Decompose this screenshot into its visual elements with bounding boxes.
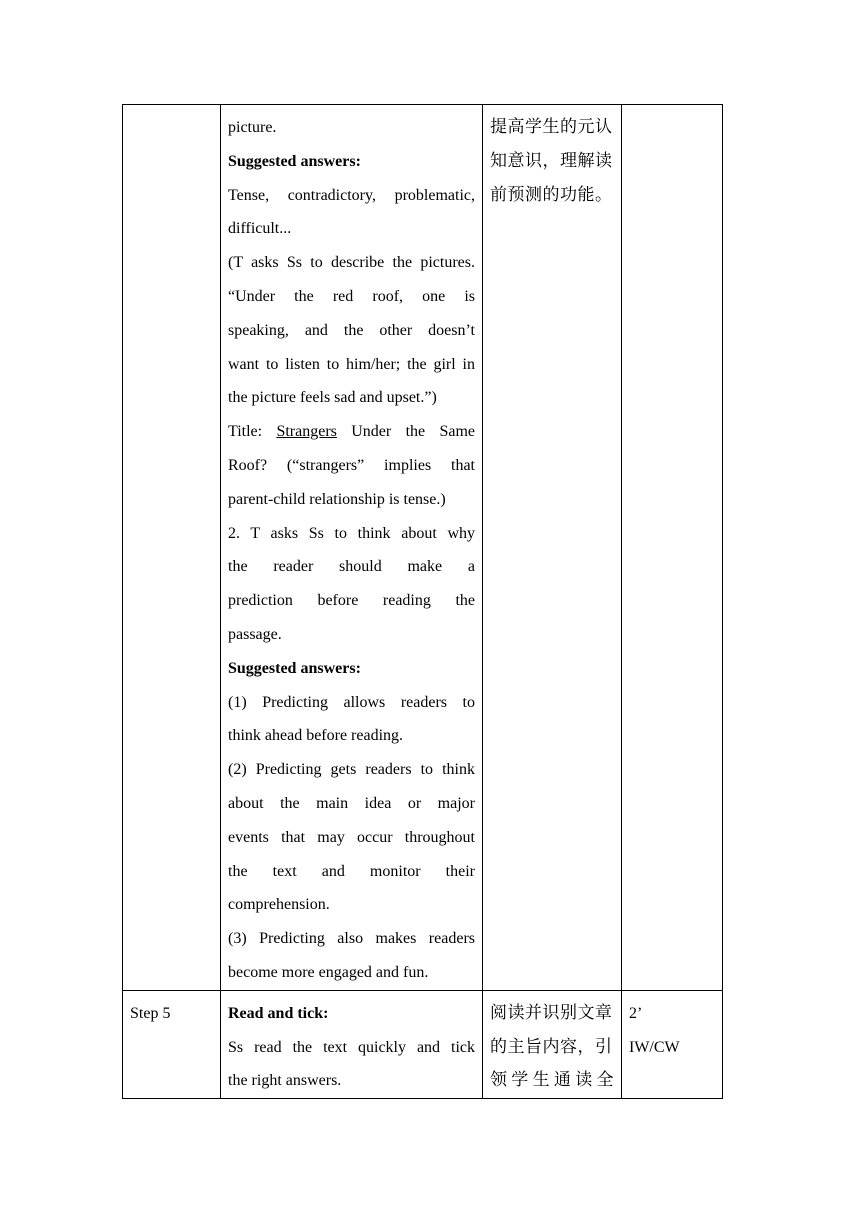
time-value — [622, 105, 722, 111]
purpose-line: 提高学生的元认 — [490, 117, 613, 137]
suggested-answers-heading: Suggested answers: — [228, 659, 361, 677]
content-line: difficult... — [228, 220, 292, 238]
content-line: prediction before reading the — [228, 592, 475, 610]
purpose-cell — [483, 990, 622, 1098]
content-line: picture. — [228, 119, 277, 136]
suggested-answers-heading: Suggested answers: — [228, 152, 361, 170]
title-underlined-word: Strangers — [276, 423, 337, 441]
content-line: Roof? (“strangers” implies that — [228, 456, 475, 474]
content-line: (1) Predicting allows readers to — [228, 693, 475, 711]
content-line: parent-child relationship is tense.) — [228, 490, 446, 508]
step-label: Step 5 — [130, 1004, 171, 1022]
time-minutes: 2’ — [629, 1004, 643, 1022]
purpose-line: 知意识，理解读 — [490, 150, 613, 171]
content-line: the right answers. — [228, 1072, 342, 1090]
purpose-cell — [483, 105, 622, 991]
content-cell — [221, 105, 483, 991]
content-cell — [221, 990, 483, 1098]
content-line: (2) Predicting gets readers to think — [228, 761, 475, 779]
step-cell — [123, 990, 221, 1098]
lesson-plan-table — [122, 104, 723, 1099]
title-prefix: Title: — [228, 423, 263, 441]
content-line: think ahead before reading. — [228, 727, 404, 745]
content-line: (3) Predicting also makes readers — [228, 930, 475, 948]
time-cell — [622, 105, 723, 991]
purpose-line: 阅读并识别文章 — [490, 1002, 613, 1023]
content-line: the text and monitor their — [228, 862, 475, 880]
interaction-mode: IW/CW — [629, 1038, 680, 1056]
title-line — [228, 415, 475, 449]
content-line: Ss read the text quickly and tick — [228, 1038, 475, 1056]
content-line: passage. — [228, 625, 282, 643]
content-line: the picture feels sad and upset.”) — [228, 389, 437, 407]
table-row — [123, 990, 723, 1098]
content-line: the reader should make a — [228, 558, 475, 576]
step-label — [123, 105, 220, 111]
content-line: “Under the red roof, one is — [228, 287, 475, 305]
content-line: speaking, and the other doesn’t — [228, 321, 475, 339]
content-line: become more engaged and fun. — [228, 963, 429, 981]
table-row — [123, 105, 723, 991]
content-line: want to listen to him/her; the girl in — [228, 355, 475, 373]
content-line: about the main idea or major — [228, 794, 475, 812]
purpose-line: 领学生通读全 — [490, 1070, 614, 1091]
read-and-tick-heading: Read and tick: — [228, 1004, 329, 1022]
content-line: events that may occur throughout — [228, 828, 475, 846]
step-cell — [123, 105, 221, 991]
content-line: Tense, contradictory, problematic, — [228, 186, 475, 204]
purpose-line: 前预测的功能。 — [490, 184, 613, 205]
time-cell — [622, 990, 723, 1098]
content-line: (T asks Ss to describe the pictures. — [228, 254, 475, 272]
purpose-line: 的主旨内容，引 — [490, 1036, 613, 1057]
content-line: comprehension. — [228, 896, 330, 914]
content-line: 2. T asks Ss to think about why — [228, 524, 475, 542]
title-rest: Under the Same — [351, 423, 476, 441]
